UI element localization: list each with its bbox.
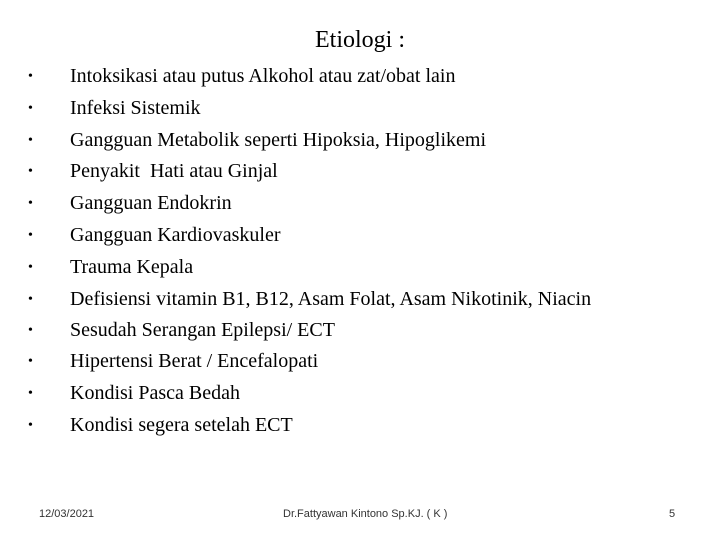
list-item-text: Kondisi segera setelah ECT xyxy=(70,413,293,436)
bullet-icon: • xyxy=(28,291,33,307)
list-item xyxy=(25,61,665,93)
list-item-text: Kondisi Pasca Bedah xyxy=(70,382,240,405)
list-item xyxy=(25,315,665,347)
bullet-icon: • xyxy=(28,322,33,338)
list-item-text: Hipertensi Berat / Encefalopati xyxy=(70,350,319,373)
list-item xyxy=(25,252,665,284)
list-item-text: Sesudah Serangan Epilepsi/ ECT xyxy=(70,318,335,341)
footer-date: 12/03/2021 xyxy=(39,508,95,520)
list-item xyxy=(25,346,665,378)
list-item-text: Gangguan Metabolik seperti Hipoksia, Hipoglikemi xyxy=(70,128,487,151)
bullet-icon: • xyxy=(28,354,33,370)
list-item-text: Infeksi Sistemik xyxy=(70,96,201,119)
list-item-text: Penyakit Hati atau Ginjal xyxy=(70,160,278,183)
bullet-icon: • xyxy=(28,227,33,243)
bullet-icon: • xyxy=(28,417,33,433)
list-item xyxy=(25,284,665,315)
list-item-text: Intoksikasi atau putus Alkohol atau zat/obat lain xyxy=(70,65,456,87)
bullet-icon: • xyxy=(28,100,33,116)
list-item-text: Trauma Kepala xyxy=(70,255,194,278)
bullet-icon: • xyxy=(28,164,33,180)
bullet-icon: • xyxy=(28,69,33,84)
list-item-text: Gangguan Endokrin xyxy=(70,192,232,215)
list-item-text: Gangguan Kardiovaskuler xyxy=(70,223,281,246)
list-item xyxy=(25,220,665,252)
footer-page-number: 5 xyxy=(669,508,676,520)
etiology-bullet-list xyxy=(25,61,665,442)
list-item xyxy=(25,188,665,220)
list-item-text: Defisiensi vitamin B1, B12, Asam Folat, Asam Nikotinik, Niacin xyxy=(70,287,592,310)
bullet-icon: • xyxy=(28,132,33,148)
list-item xyxy=(25,125,665,157)
bullet-icon: • xyxy=(28,259,33,275)
bullet-icon: • xyxy=(28,386,33,402)
list-item xyxy=(25,93,665,125)
slide-title xyxy=(0,24,720,56)
footer-author: Dr.Fattyawan Kintono Sp.KJ. ( K ) xyxy=(283,508,448,520)
list-item xyxy=(25,156,665,188)
bullet-icon: • xyxy=(28,196,33,212)
slide-title-text: Etiologi : xyxy=(315,27,405,53)
list-item xyxy=(25,410,665,442)
list-item xyxy=(25,378,665,410)
